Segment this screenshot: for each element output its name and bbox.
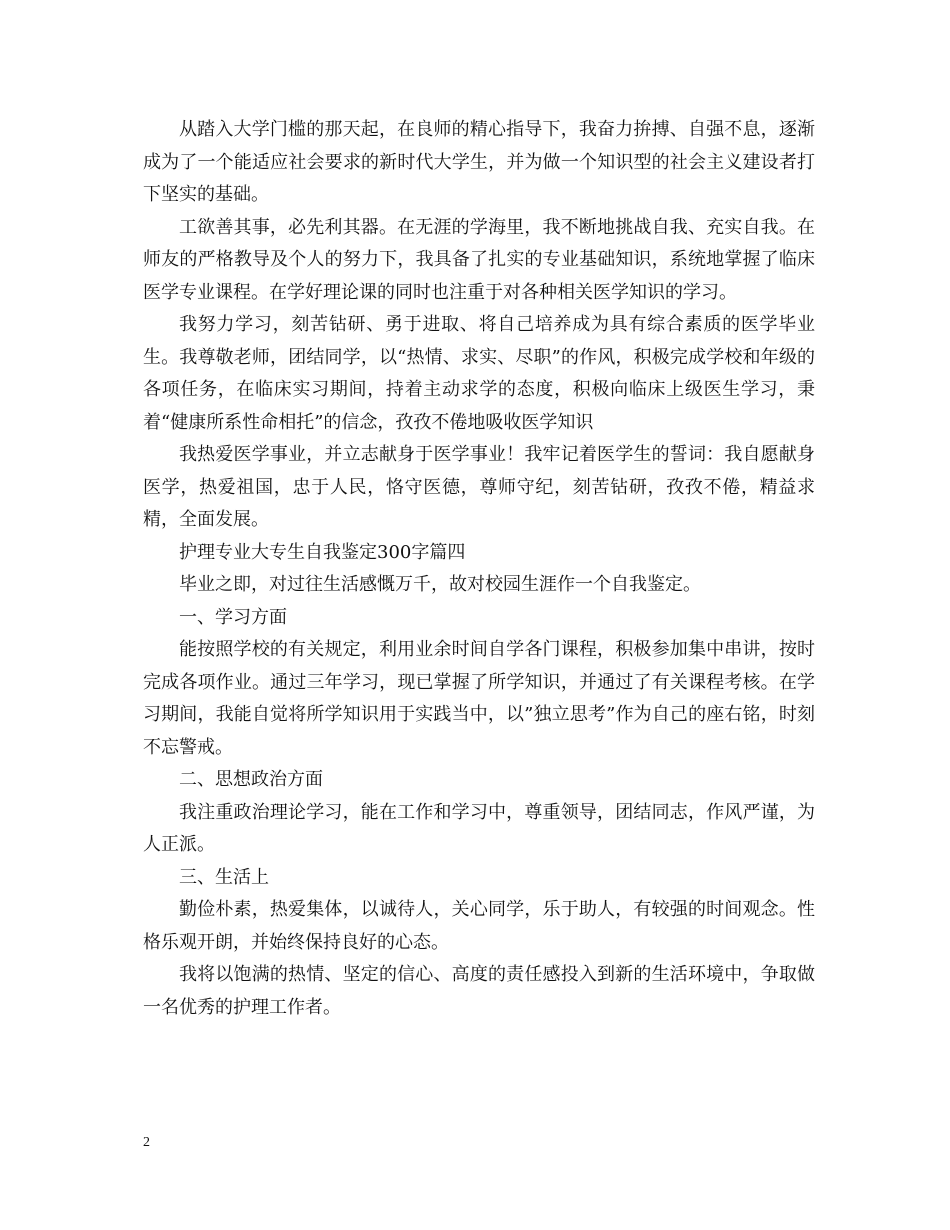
heading-life: 三、生活上 <box>179 866 269 888</box>
heading-politics: 二、思想政治方面 <box>179 769 323 790</box>
paragraph-2: 工欲善其事，必先利其器。在无涯的学海里，我不断地挑战自我、充实自我。在师友的严格教导及个人的努力下，我具备了扎实的专业基础知识，系统地掌握了临床医学专业课程。在学好理论课的同时也注重于对各种相关医学知识的学习。 <box>143 216 815 303</box>
paragraph-1: 从踏入大学门槛的那天起，在良师的精心指导下，我奋力拚搏、自强不息，逐渐成为了一个能适应社会要求的新时代大学生，并为做一个知识型的社会主义建设者打下坚实的基础。 <box>143 119 815 205</box>
paragraph-conclusion: 我将以饱满的热情、坚定的信心、高度的责任感投入到新的生活环境中，争取做一名优秀的护理工作者。 <box>143 964 815 1018</box>
page-number: 2 <box>143 1135 150 1150</box>
paragraph-3: 我努力学习，刻苦钻研、勇于进取、将自己培养成为具有综合素质的医学毕业生。我尊敬老师，团结同学，以“热情、求实、尽职”的作风，积极完成学校和年级的各项任务，在临床实习期间，持着主动求学的态度，积极向临床上级医生学习，秉着“健康所系性命相托”的信念，孜孜不倦地吸收医学知识 <box>143 314 815 433</box>
document-body <box>143 114 815 1024</box>
heading-study: 一、学习方面 <box>179 606 287 628</box>
paragraph-study: 能按照学校的有关规定，利用业余时间自学各门课程，积极参加集中串讲，按时完成各项作业。通过三年学习，现已掌握了所学知识，并通过了有关课程考核。在学习期间，我能自觉将所学知识用于实践当中，以”独立思考”作为自己的座右铭，时刻不忘警戒。 <box>143 639 815 758</box>
paragraph-intro: 毕业之即，对过往生活感慨万千，故对校园生涯作一个自我鉴定。 <box>179 574 701 595</box>
paragraph-4: 我热爱医学事业，并立志献身于医学事业！我牢记着医学生的誓词：我自愿献身医学，热爱祖国，忠于人民，恪守医德，尊师守纪，刻苦钻研，孜孜不倦，精益求精，全面发展。 <box>143 444 815 530</box>
paragraph-life: 勤俭朴素，热爱集体，以诚待人，关心同学，乐于助人，有较强的时间观念。性格乐观开朗，并始终保持良好的心态。 <box>143 899 815 953</box>
paragraph-politics: 我注重政治理论学习，能在工作和学习中，尊重领导，团结同志，作风严谨，为人正派。 <box>143 801 815 855</box>
section-title-part-four: 护理专业大专生自我鉴定300字篇四 <box>179 541 466 563</box>
